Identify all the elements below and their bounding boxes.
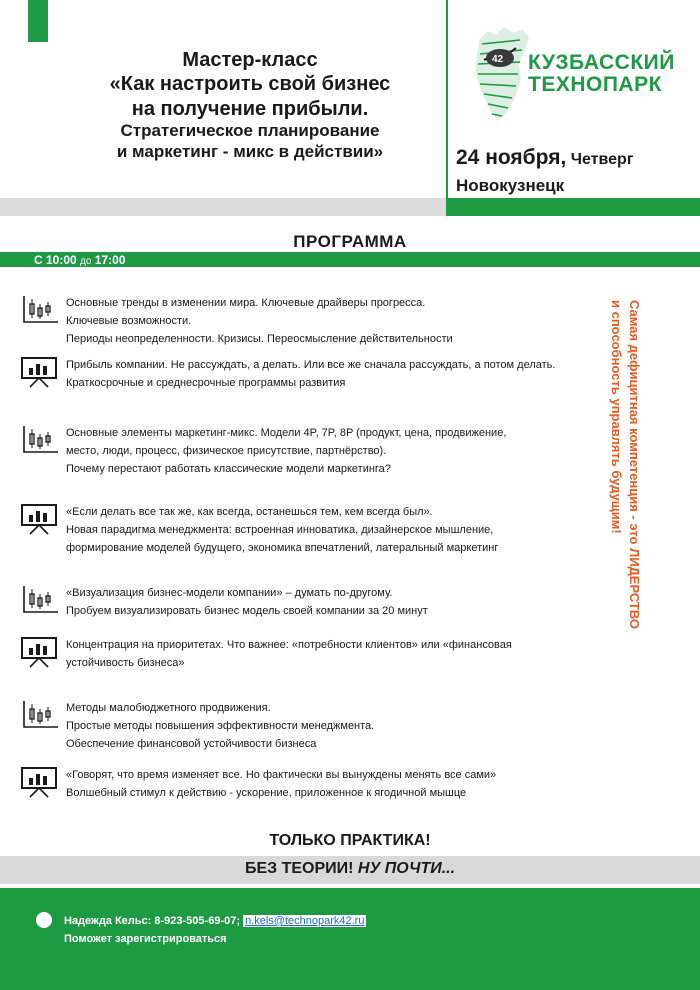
program-line: Обеспечение финансовой устойчивости бизнеса	[66, 738, 317, 750]
program-line: устойчивость бизнеса»	[66, 657, 185, 669]
program-line: «Говорят, что время изменяет все. Но фактически вы вынуждены менять все сами»	[66, 769, 497, 781]
time-start: С 10:00	[34, 253, 77, 267]
program-item-text	[66, 424, 596, 478]
title-line: Мастер-класс	[182, 49, 318, 71]
title-line: «Как настроить свой бизнес	[109, 73, 391, 96]
program-line: Методы малобюджетного продвижения.	[66, 702, 271, 714]
date-text: 24 ноября,	[456, 146, 567, 169]
program-line: Основные элементы маркетинг-микс. Модели 4P, 7P, 8P (продукт, цена, продвижение,	[66, 427, 507, 439]
time-range	[34, 253, 126, 267]
logo-line: КУЗБАССКИЙ	[528, 51, 675, 74]
theory-text: БЕЗ ТЕОРИИ!	[244, 860, 354, 877]
candlestick-chart-icon	[20, 584, 60, 616]
program-line: Новая парадигма менеджмента: встроенная инноватика, дизайнерское мышление,	[66, 524, 494, 536]
almost-text: НУ ПОЧТИ...	[357, 860, 456, 877]
title-line: на получение прибыли.	[131, 97, 369, 120]
side-slogan-line: Самая дефицитная компетенция - это ЛИДЕРСТВО	[627, 300, 642, 630]
program-item-text	[66, 503, 596, 557]
program-item-text	[66, 699, 596, 753]
candlestick-chart-icon	[20, 294, 60, 326]
program-item-text	[66, 766, 596, 802]
program-line: место, люди, процесс, физическое присутствие, партнёрство).	[66, 445, 387, 457]
title-line: и маркетинг - микс в действии»	[116, 141, 384, 161]
time-mid: до	[80, 256, 92, 267]
logo-text	[528, 52, 675, 96]
program-line: Основные тренды в изменении мира. Ключевые драйверы прогресса.	[66, 297, 426, 309]
contact-email-link[interactable]: n.kels@technopark42.ru	[245, 915, 365, 927]
side-slogan-line: и способность управлять будущим!	[609, 300, 624, 534]
svg-text:42: 42	[492, 54, 504, 65]
presentation-board-icon	[20, 356, 60, 388]
program-line: Краткосрочные и среднесрочные программы развития	[66, 377, 346, 389]
program-item-text	[66, 356, 596, 392]
weekday-text: Четверг	[570, 151, 634, 168]
program-line: Простые методы повышения эффективности менеджмента.	[66, 720, 375, 732]
presentation-board-icon	[20, 503, 60, 535]
program-line: Волшебный стимул к действию - ускорение, приложенное к ягодичной мышце	[66, 787, 467, 799]
presentation-board-icon	[20, 766, 60, 798]
program-heading: ПРОГРАММА	[293, 232, 407, 251]
bullet-icon	[36, 912, 52, 928]
program-line: «Если делать все так же, как всегда, останешься тем, кем всегда был».	[66, 506, 433, 518]
registration-help: Поможет зарегистрироваться	[64, 933, 227, 945]
time-end: 17:00	[94, 253, 126, 267]
candlestick-chart-icon	[20, 699, 60, 731]
side-slogan	[593, 300, 643, 660]
presentation-board-icon	[20, 636, 60, 668]
title-line: Стратегическое планирование	[120, 121, 380, 141]
event-title	[60, 48, 440, 163]
program-item-text	[66, 584, 596, 620]
program-line: Концентрация на приоритетах. Что важнее: «потребности клиентов» или «финансовая	[66, 639, 512, 651]
program-line: «Визуализация бизнес-модели компании» – думать по-другому.	[66, 587, 393, 599]
contact-name-phone: Надежда Кельс: 8-923-505-69-07;	[64, 915, 240, 927]
header-divider	[446, 0, 448, 198]
contact-line	[64, 915, 366, 927]
program-line: формирование моделей будущего, экономика впечатлений, латеральный маркетинг	[66, 542, 499, 554]
program-line: Пробуем визуализировать бизнес модель своей компании за 20 минут	[66, 605, 428, 617]
practice-slogan: ТОЛЬКО ПРАКТИКА!	[269, 832, 431, 849]
header-green-band	[446, 198, 700, 216]
logo-line: ТЕХНОПАРК	[528, 73, 662, 97]
program-line: Прибыль компании. Не рассуждать, а делать. Или все же сначала рассуждать, а потом делать.	[66, 359, 556, 371]
corner-accent	[28, 0, 48, 42]
theory-slogan	[0, 860, 700, 878]
program-line: Ключевые возможности.	[66, 315, 192, 327]
program-item-text	[66, 636, 596, 672]
program-item-text	[66, 294, 596, 348]
event-date	[456, 146, 633, 170]
program-line: Периоды неопределенности. Кризисы. Переосмысление действительности	[66, 333, 453, 345]
candlestick-chart-icon	[20, 424, 60, 456]
event-city: Новокузнецк	[456, 176, 565, 195]
program-line: Почему перестают работать классические модели маркетинга?	[66, 463, 391, 475]
